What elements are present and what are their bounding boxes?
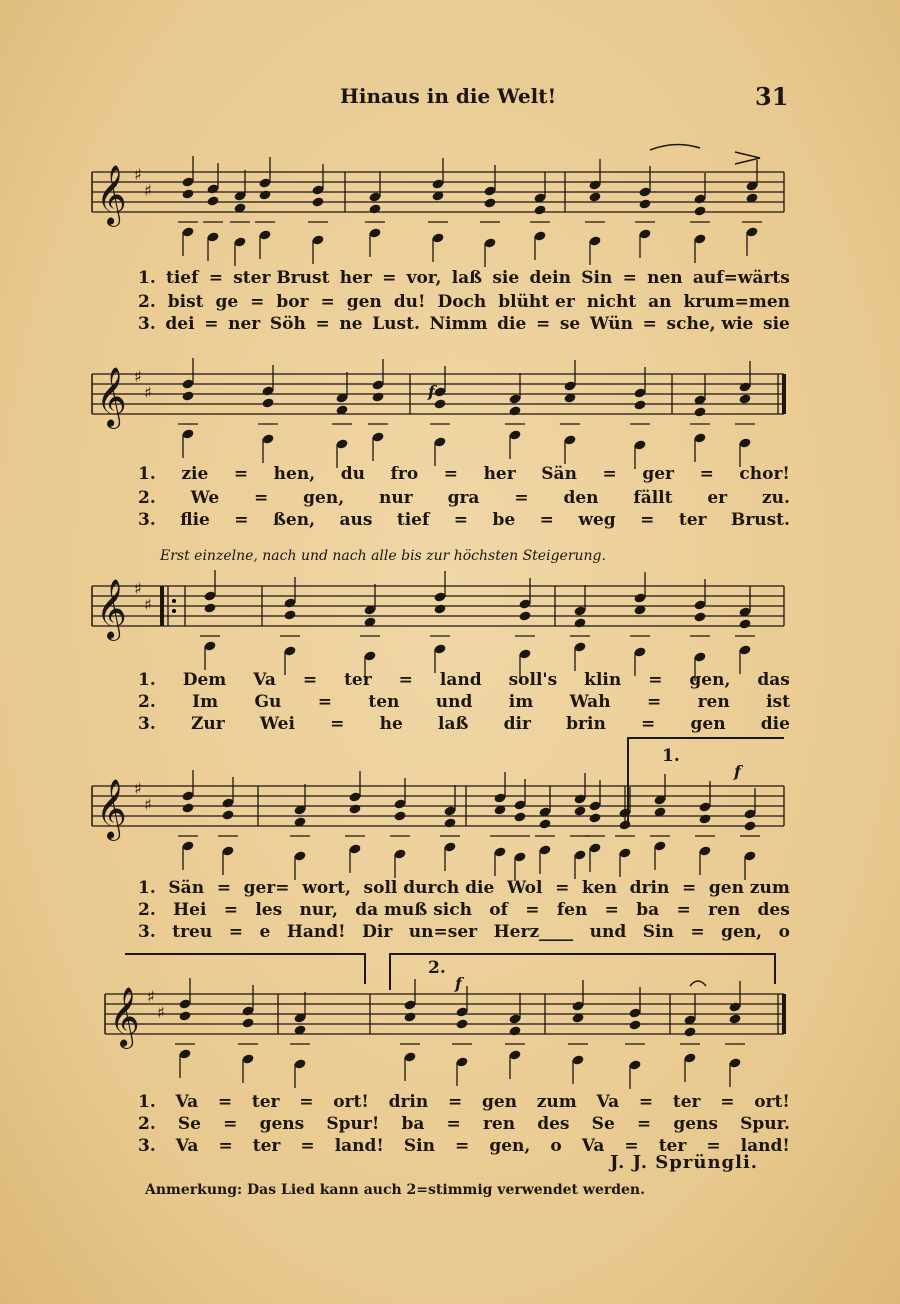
lyric-syllable: gra xyxy=(447,488,480,508)
lyric-syllable: wort, xyxy=(302,878,351,898)
lyric-syllable: Wün xyxy=(589,314,633,334)
lyric-syllable: he xyxy=(379,714,403,734)
page-number: 31 xyxy=(755,82,789,111)
lyric-syllable: drin xyxy=(388,1092,429,1112)
lyric-syllable: se xyxy=(559,314,581,334)
lyric-syllable: fen xyxy=(556,900,588,920)
lyric-syllable: Im xyxy=(192,692,219,712)
note-head xyxy=(203,602,216,613)
note-head xyxy=(588,191,601,202)
lyric-syllable: 2. xyxy=(138,900,156,920)
lyric-syllable: blüht er xyxy=(498,292,575,312)
note-head xyxy=(618,819,631,830)
lyric-syllable: Dir xyxy=(362,922,393,942)
lyric-line xyxy=(138,488,790,508)
lyric-syllable: = xyxy=(299,1092,314,1112)
sharp-icon: ♯ xyxy=(144,383,152,402)
treble-clef-icon: 𝄞 xyxy=(109,987,140,1047)
composer-credit: J. J. Sprüngli. xyxy=(610,1152,759,1173)
lyric-line xyxy=(138,314,790,334)
lyric-syllable: 3. xyxy=(138,922,156,942)
lyric-syllable: = xyxy=(223,1114,238,1134)
note-head xyxy=(573,805,586,816)
lyric-syllable: gens xyxy=(259,1114,305,1134)
note-head xyxy=(693,611,706,622)
lyric-syllable: Gu xyxy=(254,692,282,712)
lyric-syllable: soll durch die xyxy=(363,878,495,898)
lyric-syllable: = xyxy=(204,314,219,334)
lyric-syllable: ba xyxy=(401,1114,425,1134)
lyric-syllable: Se xyxy=(591,1114,615,1134)
lyric-syllable: = xyxy=(455,1136,470,1156)
lyric-syllable: laß xyxy=(438,714,469,734)
lyric-syllable: Lust. xyxy=(372,314,420,334)
lyric-syllable: 1. xyxy=(138,268,156,288)
lyric-syllable: ter xyxy=(344,670,372,690)
lyric-syllable: ßen, xyxy=(273,510,316,530)
note-head xyxy=(508,405,521,416)
lyric-syllable: e xyxy=(259,922,271,942)
note-head xyxy=(348,803,361,814)
sharp-icon: ♯ xyxy=(134,579,142,598)
dynamic-forte-2: f xyxy=(734,762,741,781)
lyric-syllable: ner xyxy=(228,314,261,334)
note-head xyxy=(283,609,296,620)
lyric-syllable: Hei xyxy=(173,900,207,920)
lyric-syllable: gen xyxy=(481,1092,518,1112)
lyric-syllable: das xyxy=(757,670,790,690)
lyric-syllable: = xyxy=(706,1136,721,1156)
lyric-syllable: Spur. xyxy=(740,1114,790,1134)
lyric-syllable: 2. xyxy=(138,1114,156,1134)
lyric-syllable: Sin xyxy=(642,922,674,942)
staff-svg xyxy=(0,987,900,1190)
lyric-syllable: = xyxy=(320,292,335,312)
note-head xyxy=(633,399,646,410)
lyric-syllable: da muß sich xyxy=(355,900,472,920)
lyric-syllable: zu. xyxy=(762,488,790,508)
lyric-syllable: = xyxy=(315,314,330,334)
lyric-syllable: = xyxy=(453,510,469,530)
lyric-line xyxy=(138,292,790,312)
note-head xyxy=(368,203,381,214)
volta-second-label: 2. xyxy=(428,958,446,978)
lyric-syllable: dein xyxy=(529,268,571,288)
lyric-syllable: Sin xyxy=(581,268,613,288)
lyric-syllable: = xyxy=(233,464,249,484)
lyric-syllable: Nimm xyxy=(429,314,488,334)
lyric-syllable: und xyxy=(435,692,473,712)
lyric-syllable: sche, wie xyxy=(666,314,754,334)
lyric-line xyxy=(138,464,790,484)
lyric-syllable: ter xyxy=(678,510,707,530)
lyric-syllable: = xyxy=(638,1092,654,1112)
note-head xyxy=(393,810,406,821)
sharp-icon: ♯ xyxy=(134,165,142,184)
lyric-syllable: ger= xyxy=(243,878,290,898)
lyric-syllable: treu xyxy=(172,922,213,942)
lyric-syllable: 3. xyxy=(138,314,156,334)
lyric-syllable: = xyxy=(525,900,540,920)
lyric-syllable: un=ser xyxy=(408,922,478,942)
lyric-syllable: gen, xyxy=(489,1136,531,1156)
lyric-syllable: flie xyxy=(180,510,210,530)
lyric-syllable: tief xyxy=(396,510,430,530)
note-head xyxy=(181,390,194,401)
lyric-syllable: Herz____ xyxy=(493,922,574,942)
note-head xyxy=(403,1011,416,1022)
lyric-syllable: laß xyxy=(451,268,483,288)
lyric-syllable: = xyxy=(250,292,265,312)
lyric-syllable: gens xyxy=(673,1114,718,1134)
dynamic-forte-3: f xyxy=(455,974,462,993)
lyric-syllable: = xyxy=(382,268,397,288)
lyric-syllable: her xyxy=(483,464,516,484)
lyric-syllable: ter xyxy=(252,1136,281,1156)
lyric-syllable: = xyxy=(646,692,662,712)
lyric-syllable: nen xyxy=(647,268,683,288)
lyric-syllable: = xyxy=(624,1136,639,1156)
lyric-syllable: 2. xyxy=(138,692,156,712)
lyric-syllable: = xyxy=(535,314,551,334)
lyric-syllable: = xyxy=(216,878,231,898)
lyric-syllable: o xyxy=(778,922,790,942)
lyric-line xyxy=(138,1114,790,1134)
lyric-syllable: Brust. xyxy=(730,510,790,530)
lyric-syllable: ter xyxy=(672,1092,701,1112)
lyric-syllable: = xyxy=(699,464,714,484)
lyric-line xyxy=(138,714,790,734)
lyric-syllable: 1. xyxy=(138,878,156,898)
lyric-syllable: drin xyxy=(629,878,670,898)
sharp-icon: ♯ xyxy=(144,181,152,200)
note-head xyxy=(206,195,219,206)
lyric-line xyxy=(138,670,790,690)
note-head xyxy=(433,603,446,614)
lyric-syllable: Söh xyxy=(269,314,306,334)
lyric-syllable: tief xyxy=(166,268,199,288)
lyric-syllable: den xyxy=(563,488,599,508)
lyric-syllable: Sän xyxy=(168,878,205,898)
lyric-syllable: land! xyxy=(334,1136,384,1156)
lyric-syllable: = xyxy=(648,670,663,690)
lyric-syllable: gen zum xyxy=(708,878,790,898)
note-head xyxy=(683,1026,696,1037)
lyric-syllable: du! xyxy=(393,292,426,312)
lyric-syllable: = xyxy=(681,878,697,898)
lyric-line xyxy=(138,878,790,898)
lyric-syllable: = xyxy=(720,1092,735,1112)
note-head xyxy=(628,1019,641,1030)
lyric-syllable: land! xyxy=(740,1136,790,1156)
lyric-syllable: zum xyxy=(536,1092,577,1112)
note-head xyxy=(433,398,446,409)
lyric-syllable: chor! xyxy=(739,464,790,484)
lyric-syllable: gen xyxy=(346,292,382,312)
lyric-syllable: = xyxy=(254,488,269,508)
lyric-syllable: dir xyxy=(503,714,531,734)
lyric-syllable: die xyxy=(497,314,527,334)
treble-clef-icon: 𝄞 xyxy=(96,367,127,427)
note-head xyxy=(638,198,651,209)
lyric-syllable: = xyxy=(446,1114,461,1134)
lyric-syllable: bist xyxy=(167,292,204,312)
lyric-syllable: ort! xyxy=(754,1092,790,1112)
lyric-syllable: ort! xyxy=(333,1092,369,1112)
lyric-syllable: im xyxy=(508,692,534,712)
lyric-syllable: = xyxy=(640,510,655,530)
note-head xyxy=(738,618,751,629)
lyric-syllable: of xyxy=(489,900,508,920)
lyric-syllable: ster Brust xyxy=(233,268,330,288)
sharp-icon: ♯ xyxy=(157,1003,165,1022)
sharp-icon: ♯ xyxy=(134,779,142,798)
lyric-syllable: = xyxy=(443,464,458,484)
lyric-syllable: 3. xyxy=(138,1136,156,1156)
lyric-syllable: ne xyxy=(339,314,363,334)
note-head xyxy=(538,818,551,829)
lyric-syllable: Doch xyxy=(437,292,487,312)
note-head xyxy=(181,802,194,813)
lyric-syllable: = xyxy=(514,488,529,508)
slur-icon xyxy=(650,144,700,150)
lyric-syllable: Sin xyxy=(403,1136,436,1156)
note-head xyxy=(693,205,706,216)
lyric-syllable: = xyxy=(636,1114,652,1134)
lyric-syllable: die xyxy=(760,714,790,734)
lyric-syllable: = xyxy=(228,922,243,942)
note-head xyxy=(311,196,324,207)
note-head xyxy=(261,397,274,408)
lyric-line xyxy=(138,268,790,288)
lyric-syllable: her xyxy=(339,268,372,288)
lyric-syllable: klin xyxy=(584,670,622,690)
lyric-syllable: Dem xyxy=(182,670,227,690)
note-head xyxy=(221,809,234,820)
lyric-syllable: weg xyxy=(578,510,616,530)
accent-icon xyxy=(735,152,760,164)
lyric-syllable: soll's xyxy=(508,670,558,690)
music-staff-5 xyxy=(0,987,900,1190)
performance-instruction: Erst einzelne, nach und nach alle bis zur höchsten Steigerung. xyxy=(160,548,606,564)
sharp-icon: ♯ xyxy=(144,595,152,614)
volta-first-label: 1. xyxy=(662,746,680,766)
lyric-syllable: = xyxy=(555,878,570,898)
lyric-syllable: 1. xyxy=(138,1092,156,1112)
lyric-syllable: sie xyxy=(763,314,790,334)
note-head xyxy=(241,1017,254,1028)
lyric-syllable: aus xyxy=(339,510,373,530)
lyric-syllable: = xyxy=(330,714,345,734)
lyric-syllable: gen xyxy=(690,714,726,734)
note-head xyxy=(178,1010,191,1021)
lyric-syllable: zie xyxy=(181,464,209,484)
note-head xyxy=(743,820,756,831)
note-head xyxy=(738,393,751,404)
note-head xyxy=(455,1018,468,1029)
lyric-syllable: Hand! xyxy=(286,922,346,942)
lyric-syllable: brin xyxy=(566,714,606,734)
note-head xyxy=(693,406,706,417)
lyric-syllable: du xyxy=(340,464,365,484)
lyric-syllable: = xyxy=(398,670,413,690)
lyric-syllable: Se xyxy=(177,1114,201,1134)
song-title: Hinaus in die Welt! xyxy=(340,84,557,108)
lyric-line xyxy=(138,692,790,712)
note-head xyxy=(483,197,496,208)
repeat-dot xyxy=(172,609,176,613)
lyric-syllable: ren xyxy=(482,1114,516,1134)
note-head xyxy=(513,811,526,822)
lyric-syllable: land xyxy=(439,670,482,690)
lyric-syllable: = xyxy=(690,922,705,942)
lyric-syllable: = xyxy=(604,900,619,920)
lyric-syllable: 1. xyxy=(138,670,156,690)
lyric-syllable: = xyxy=(234,510,249,530)
lyric-syllable: fro xyxy=(390,464,419,484)
lyric-syllable: Va xyxy=(175,1136,199,1156)
lyric-syllable: nicht xyxy=(586,292,637,312)
lyric-syllable: Zur xyxy=(190,714,225,734)
lyric-syllable: be xyxy=(492,510,516,530)
lyric-syllable: ge xyxy=(215,292,239,312)
lyric-line xyxy=(138,922,790,942)
lyric-syllable: Va xyxy=(175,1092,199,1112)
lyric-syllable: Spur! xyxy=(326,1114,380,1134)
lyric-syllable: Wah xyxy=(569,692,611,712)
lyric-syllable: 2. xyxy=(138,292,156,312)
sharp-icon: ♯ xyxy=(147,987,155,1006)
lyric-syllable: ist xyxy=(766,692,790,712)
lyric-syllable: nur, xyxy=(299,900,338,920)
lyric-syllable: sie xyxy=(492,268,520,288)
note-head xyxy=(533,204,546,215)
lyric-syllable: ter xyxy=(658,1136,687,1156)
lyric-syllable: ren xyxy=(697,692,730,712)
lyric-syllable: vor, xyxy=(406,268,442,288)
note-head xyxy=(698,813,711,824)
lyric-syllable: des xyxy=(537,1114,570,1134)
lyric-syllable: = xyxy=(302,670,318,690)
lyric-syllable: Sän xyxy=(541,464,577,484)
note-head xyxy=(518,610,531,621)
repeat-dot xyxy=(172,599,176,603)
lyric-syllable: des xyxy=(757,900,790,920)
lyric-syllable: bor xyxy=(276,292,309,312)
lyric-syllable: ten xyxy=(368,692,400,712)
lyric-syllable: er xyxy=(707,488,728,508)
lyric-syllable: Va xyxy=(253,670,276,690)
note-head xyxy=(728,1013,741,1024)
sharp-icon: ♯ xyxy=(134,367,142,386)
lyric-syllable: ter xyxy=(251,1092,280,1112)
lyric-line xyxy=(138,900,790,920)
lyric-syllable: = xyxy=(642,314,657,334)
lyric-syllable: = xyxy=(602,464,617,484)
footnote: Anmerkung: Das Lied kann auch 2=stimmig verwendet werden. xyxy=(145,1182,645,1198)
lyric-syllable: an xyxy=(648,292,672,312)
lyric-syllable: = xyxy=(208,268,223,288)
treble-clef-icon: 𝄞 xyxy=(96,779,127,839)
lyric-syllable: Va xyxy=(581,1136,605,1156)
lyric-syllable: fällt xyxy=(633,488,673,508)
lyric-syllable: 3. xyxy=(138,714,156,734)
dynamic-forte-1: f xyxy=(428,382,435,401)
note-head xyxy=(181,188,194,199)
lyric-syllable: = xyxy=(223,900,238,920)
lyric-syllable: ba xyxy=(636,900,660,920)
lyric-syllable: Wei xyxy=(259,714,295,734)
lyric-syllable: = xyxy=(641,714,656,734)
lyric-syllable: Va xyxy=(596,1092,620,1112)
lyric-syllable: = xyxy=(317,692,332,712)
lyric-syllable: = xyxy=(447,1092,463,1112)
sharp-icon: ♯ xyxy=(144,795,152,814)
note-head xyxy=(508,1025,521,1036)
lyric-syllable: = xyxy=(217,1092,233,1112)
lyric-syllable: hen, xyxy=(273,464,316,484)
lyric-syllable: dei xyxy=(165,314,195,334)
lyric-syllable: ren xyxy=(708,900,741,920)
treble-clef-icon: 𝄞 xyxy=(96,579,127,639)
lyric-syllable: 3. xyxy=(138,510,156,530)
lyric-syllable: krum=men xyxy=(683,292,790,312)
lyric-syllable: = xyxy=(539,510,554,530)
lyric-syllable: nur xyxy=(379,488,413,508)
lyric-syllable: = xyxy=(622,268,637,288)
note-head xyxy=(573,617,586,628)
lyric-syllable: gen, xyxy=(689,670,731,690)
lyric-syllable: Wol xyxy=(506,878,543,898)
lyric-syllable: = xyxy=(676,900,691,920)
note-head xyxy=(258,189,271,200)
lyric-syllable: = xyxy=(300,1136,315,1156)
lyric-syllable: gen, xyxy=(721,922,763,942)
note-head xyxy=(443,817,456,828)
lyric-syllable: les xyxy=(255,900,283,920)
lyric-syllable: ken xyxy=(582,878,617,898)
lyric-syllable: o xyxy=(550,1136,562,1156)
lyric-syllable: ger xyxy=(642,464,675,484)
lyric-syllable: 2. xyxy=(138,488,156,508)
note-head xyxy=(588,812,601,823)
lyric-syllable: We xyxy=(190,488,220,508)
treble-clef-icon: 𝄞 xyxy=(96,165,127,225)
lyric-syllable: und xyxy=(589,922,627,942)
lyric-line xyxy=(138,1092,790,1112)
lyric-syllable: gen, xyxy=(303,488,345,508)
note-head xyxy=(371,391,384,402)
lyric-syllable: auf=wärts xyxy=(692,268,790,288)
lyric-line xyxy=(138,510,790,530)
lyric-syllable: 1. xyxy=(138,464,156,484)
lyric-syllable: = xyxy=(218,1136,233,1156)
